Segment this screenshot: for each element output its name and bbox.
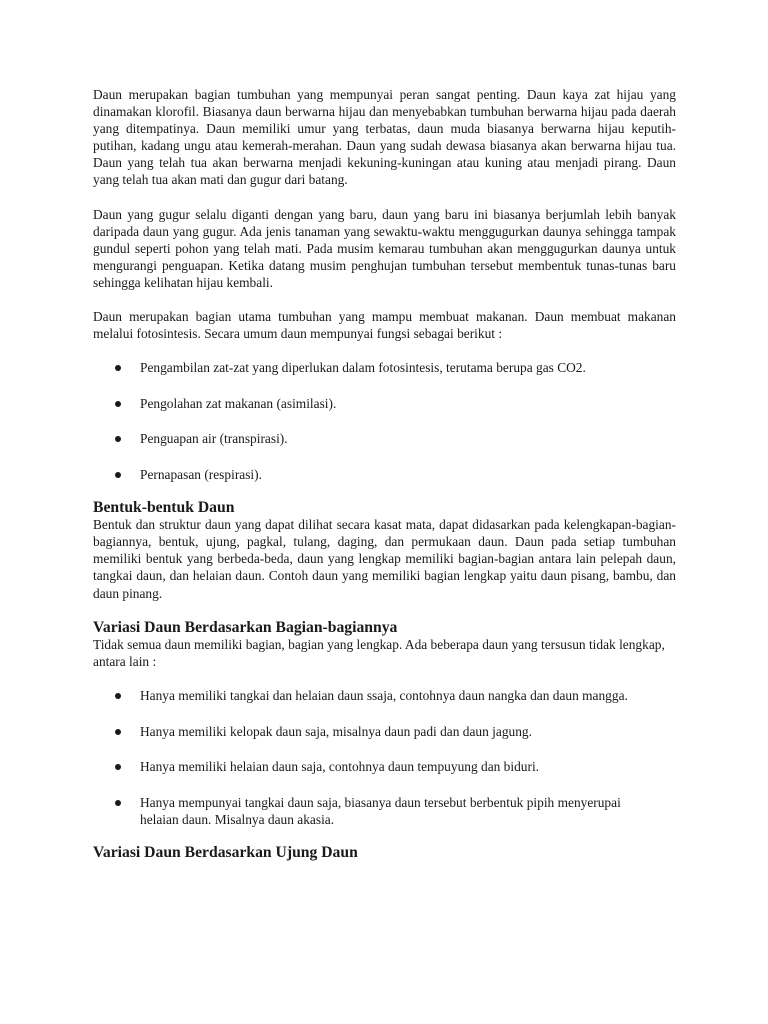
bullet-icon <box>115 800 121 806</box>
list-item-text: Hanya memiliki kelopak daun saja, misalnya daun padi dan daun jagung. <box>140 723 532 739</box>
functions-list <box>93 359 676 483</box>
list-item <box>93 794 676 828</box>
list-item <box>93 430 676 447</box>
bullet-icon <box>115 729 121 735</box>
list-item-text: Hanya memiliki helaian daun saja, contohnya daun tempuyung dan biduri. <box>140 759 540 775</box>
document-body <box>93 86 676 861</box>
list-item <box>93 395 676 412</box>
list-item <box>93 687 676 704</box>
heading-bentuk-daun: Bentuk-bentuk Daun <box>93 499 235 517</box>
bullet-icon <box>115 401 121 407</box>
bullet-icon <box>115 365 121 371</box>
paragraph-variasi-bagian: Tidak semua daun memiliki bagian, bagian yang lengkap. Ada beberapa daun yang tersusun tidak lengkap, antara lain : <box>93 636 665 669</box>
heading-variasi-bagian: Variasi Daun Berdasarkan Bagian-bagiannya <box>93 618 398 636</box>
paragraph-daun-intro: Daun merupakan bagian tumbuhan yang mempunyai peran sangat penting. Daun kaya zat hijau yang dinamakan klorofil. Biasanya daun berwarna hijau dan menyebabkan tumbuhan berwarna hijau pada daerah yang ditempatinya. Daun memiliki umur yang terbatas, daun muda biasanya berwarna hijau keputih-putihan, kadang ungu atau kemerah-merahan. Daun yang sudah dewasa biasanya akan berwarna hijau tua. Daun yang telah tua akan berwarna menjadi kekuning-kuningan atau kuning atau menjadi pirang. Daun yang telah tua akan mati dan gugur dari batang. <box>93 87 676 188</box>
variasi-bagian-list <box>93 687 676 828</box>
list-item-text: Penguapan air (transpirasi). <box>140 431 288 447</box>
list-item-text: Pengolahan zat makanan (asimilasi). <box>140 395 337 411</box>
list-item <box>93 758 676 775</box>
paragraph-daun-gugur: Daun yang gugur selalu diganti dengan yang baru, daun yang baru ini biasanya berjumlah lebih banyak daripada daun yang gugur. Ada jenis tanaman yang sewaktu-waktu menggugurkan daunya sehingga tampak gundul seperti pohon yang telah mati. Pada musim kemarau tumbuhan akan menggugurkan daunya untuk mengurangi penguapan. Ketika datang musim penghujan tumbuhan tersebut membentuk tunas-tunas baru sehingga kelihatan hijau kembali. <box>93 206 676 290</box>
list-item-text: Hanya memiliki tangkai dan helaian daun ssaja, contohnya daun nangka dan daun mangga. <box>140 687 628 703</box>
list-item-text: Pernapasan (respirasi). <box>140 467 262 482</box>
heading-variasi-ujung: Variasi Daun Berdasarkan Ujung Daun <box>93 843 358 861</box>
list-item <box>93 723 676 740</box>
bullet-icon <box>115 764 121 770</box>
list-item-text: Hanya mempunyai tangkai daun saja, biasanya daun tersebut berbentuk pipih menyerupai helaian daun. Misalnya daun akasia. <box>140 794 621 827</box>
paragraph-bentuk-daun: Bentuk dan struktur daun yang dapat dilihat secara kasat mata, dapat didasarkan pada kelengkapan-bagian-bagiannya, bentuk, ujung, pagkal, tulang, daging, dan permukaan daun. Daun pada setiap tumbuhan memiliki bentuk yang berbeda-beda, daun yang lengkap memiliki bagian-bagian antara lain pelepah daun, tangkai daun, dan helaian daun. Contoh daun yang memiliki bagian lengkap yaitu daun pisang, bambu, dan daun pinang. <box>93 517 676 601</box>
paragraph-daun-fungsi: Daun merupakan bagian utama tumbuhan yang mampu membuat makanan. Daun membuat makanan melalui fotosintesis. Secara umum daun mempunyai fungsi sebagai berikut : <box>93 309 676 342</box>
list-item <box>93 466 676 483</box>
bullet-icon <box>115 472 121 478</box>
bullet-icon <box>115 436 121 442</box>
bullet-icon <box>115 693 121 699</box>
list-item-text: Pengambilan zat-zat yang diperlukan dalam fotosintesis, terutama berupa gas CO2. <box>140 360 586 376</box>
list-item <box>93 359 676 376</box>
